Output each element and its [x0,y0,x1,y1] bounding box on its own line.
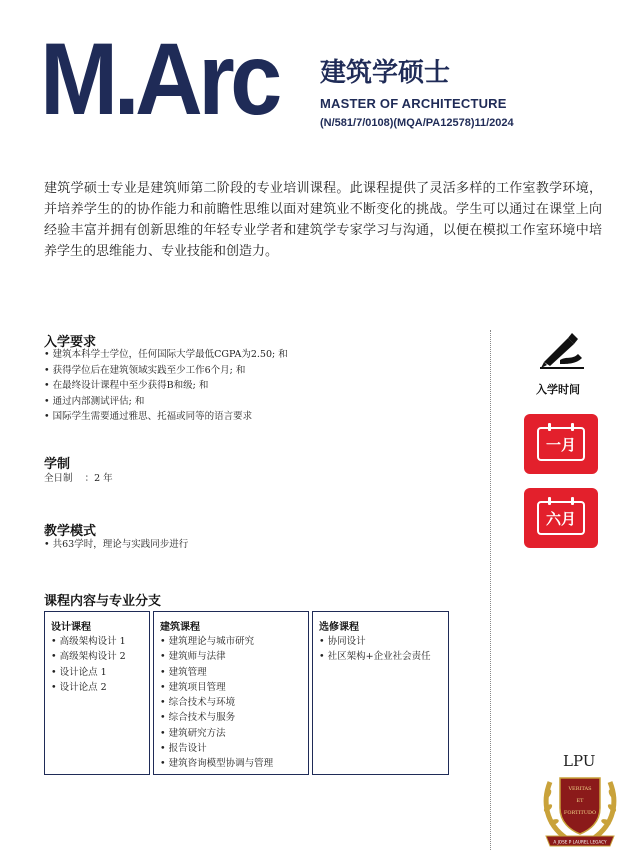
crest-motto-line: FORTITUDO [563,810,597,816]
intake-label: 入学时间 [536,383,580,396]
course-item: • 建筑项目管理 [160,680,302,695]
entry-item: • 国际学生需要通过雅思、托福或同等的语言要求 [44,409,288,425]
mode-heading: 教学模式 [44,524,97,539]
course-item: • 建筑咨询模型协调与管理 [160,756,302,771]
mode-item: • 共63学时，理论与实践同步进行 [44,537,188,553]
program-title-en: MASTER OF ARCHITECTURE [320,96,507,111]
course-item: • 社区架构+企业社会责任 [319,649,442,664]
calendar-icon [537,501,585,535]
course-item: • 高级架构设计 1 [51,634,143,649]
course-box-title: 设计课程 [51,622,91,633]
month-label: 六月 [545,509,576,528]
university-name: LPU [563,752,596,770]
course-box-title: 选修课程 [319,622,359,633]
entry-item: • 通过内部测试评估; 和 [44,394,288,410]
entry-item: • 获得学位后在建筑领域实践至少工作6个月; 和 [44,363,288,379]
entry-item: • 在最终设计课程中至少获得B和级; 和 [44,378,288,394]
course-item: • 设计论点 2 [51,680,143,695]
course-box-architecture [153,611,309,775]
entry-heading: 入学要求 [44,335,97,350]
course-list [51,634,143,695]
accreditation-code: (N/581/7/0108)(MQA/PA12578)11/2024 [320,117,514,129]
course-list [160,634,302,772]
calendar-icon [537,427,585,461]
month-label: 一月 [545,435,576,454]
crest-motto-line: ET [576,798,584,804]
course-box-title: 建筑课程 [160,622,200,633]
course-item: • 协同设计 [319,634,442,649]
course-item: • 设计论点 1 [51,665,143,680]
entry-item: • 建筑本科学士学位，任何国际大学最低CGPA为2.50; 和 [44,347,288,363]
crest-banner-text: A JOSE P LAUREL LEGACY [553,839,607,845]
course-item: • 建筑研究方法 [160,726,302,741]
duration-heading: 学制 [44,457,71,472]
course-item: • 综合技术与服务 [160,710,302,725]
intake-month-june [524,488,598,548]
column-divider [490,330,491,850]
course-item: • 综合技术与环境 [160,695,302,710]
program-intro: 建筑学硕士专业是建筑师第二阶段的专业培训课程。此课程提供了灵活多样的工作室教学环境，并培养学生的的协作能力和前瞻性思维以面对建筑业不断变化的挑战。学生可以通过在课堂上向经验丰富并拥有创新思维的年轻专业学者和建筑学专家学习与沟通，以便在模拟工作室环境中培养学生的思维能力、专业技能和创造力。 [44,181,602,259]
course-item: • 建筑管理 [160,665,302,680]
duration-text: 全日制 ：2 年 [44,473,113,484]
pen-writing-icon [538,330,586,370]
university-crest-logo [536,752,624,852]
course-box-elective [312,611,449,775]
intake-month-january [524,414,598,474]
program-title-cn: 建筑学硕士 [320,58,451,88]
courses-heading: 课程内容与专业分支 [44,594,162,609]
entry-list [44,347,288,425]
mode-list [44,537,188,553]
course-item: • 建筑理论与城市研究 [160,634,302,649]
crest-motto-line: VERITAS [568,786,592,792]
program-logo: M.Arc [40,22,278,136]
course-list [319,634,442,665]
course-item: • 高级架构设计 2 [51,649,143,664]
course-item: • 建筑师与法律 [160,649,302,664]
course-box-design [44,611,150,775]
course-item: • 报告设计 [160,741,302,756]
